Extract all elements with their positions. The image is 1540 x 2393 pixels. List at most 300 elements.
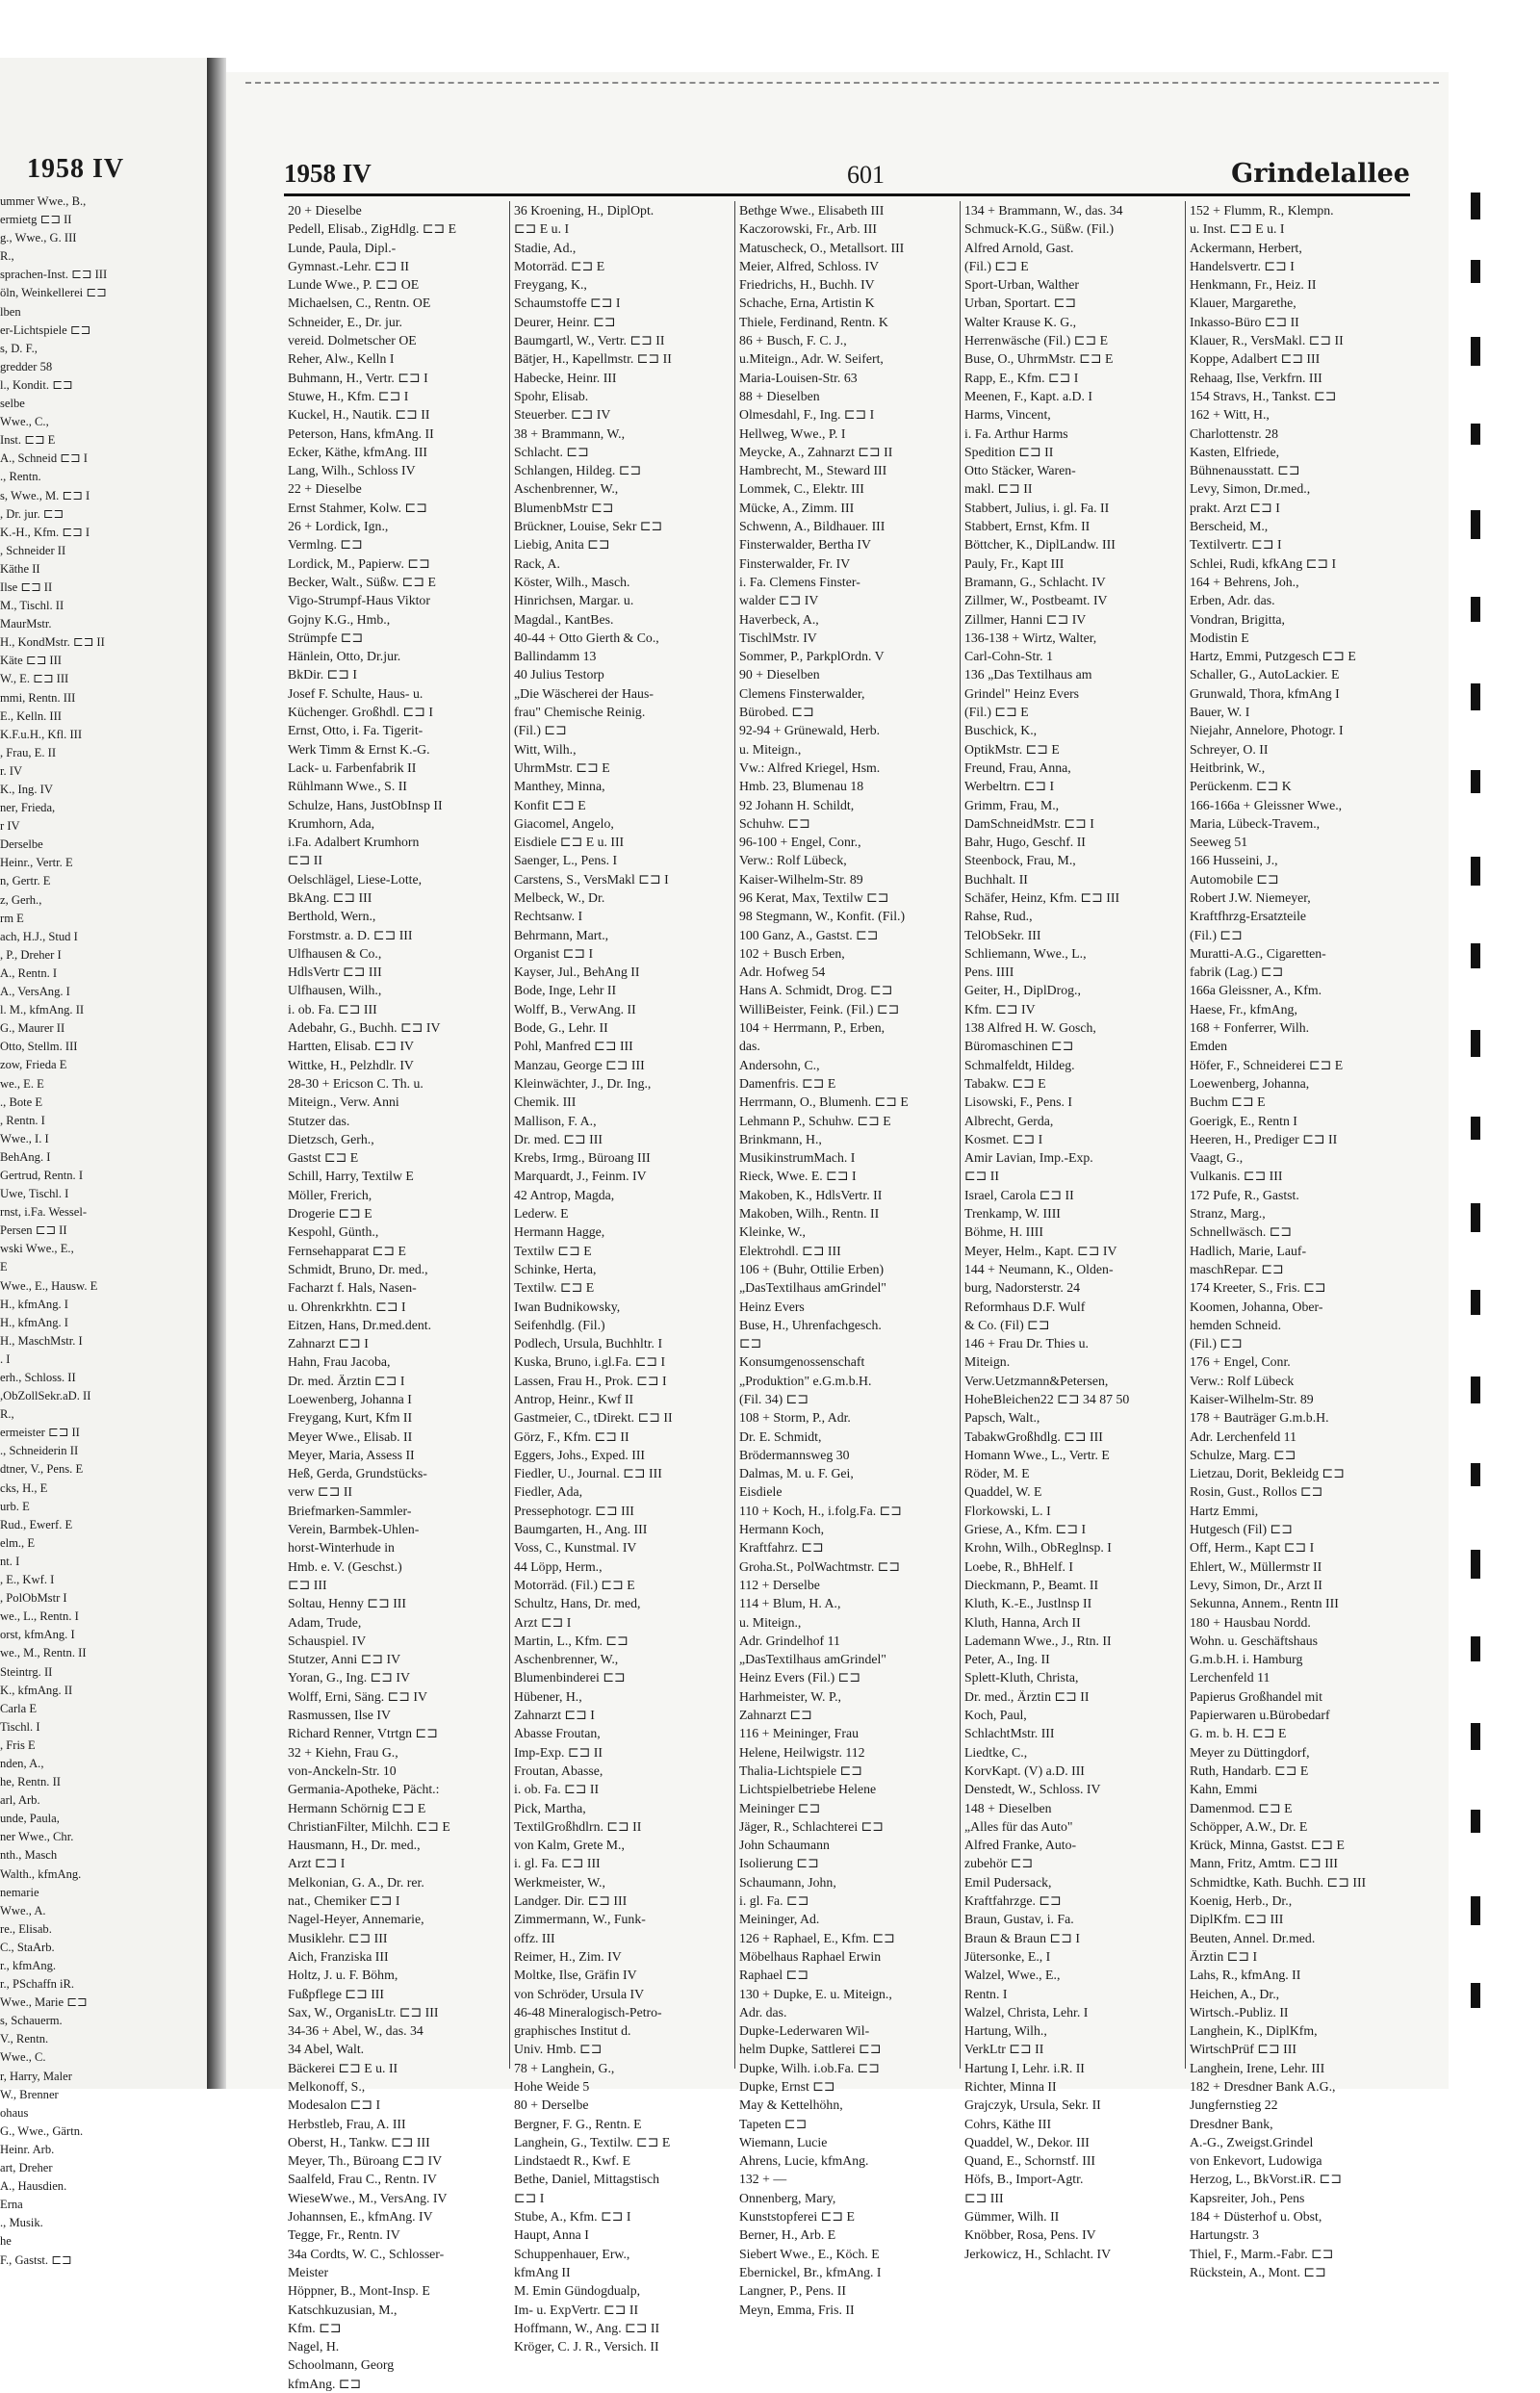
previous-page-entry: ., Rentn. — [0, 470, 41, 484]
directory-entry: fabrik (Lag.) ⊏⊐ — [1190, 965, 1284, 980]
directory-entry: Melkonian, G. A., Dr. rer. — [288, 1874, 424, 1890]
directory-entry: Aschenbrenner, W., — [514, 481, 619, 497]
directory-entry: Kuckel, H., Nautik. ⊏⊐ II — [288, 407, 430, 423]
directory-entry: Sekunna, Annem., Rentn III — [1190, 1596, 1339, 1611]
directory-entry: 40 Julius Testorp — [514, 667, 604, 682]
directory-entry: Beuten, Annel. Dr.med. — [1190, 1930, 1316, 1945]
directory-entry: Buse, H., Uhrenfachgesch. — [739, 1317, 882, 1332]
directory-entry: Fernsehapparat ⊏⊐ E — [288, 1243, 406, 1258]
directory-entry: Ehlert, W., Müllermstr II — [1190, 1558, 1322, 1574]
directory-entry: Grunwald, Thora, kfmAng I — [1190, 685, 1340, 701]
directory-entry: Ruth, Handarb. ⊏⊐ E — [1190, 1763, 1309, 1778]
directory-entry: Buchm ⊏⊐ E — [1190, 1094, 1266, 1110]
directory-entry: Grajczyk, Ursula, Sekr. II — [964, 2097, 1101, 2113]
directory-entry: Eisdiele ⊏⊐ E u. III — [514, 835, 625, 850]
directory-entry: Papsch, Walt., — [964, 1410, 1040, 1426]
directory-entry: Schlei, Rudi, kfkAng ⊏⊐ I — [1190, 555, 1337, 571]
previous-page-entry: , Dr. jur. ⊏⊐ — [0, 506, 64, 521]
previous-page-entry: ., Bote E — [0, 1094, 43, 1109]
directory-entry: Loebe, R., BhHelf. I — [964, 1558, 1074, 1574]
directory-entry: Brückner, Louise, Sekr ⊏⊐ — [514, 519, 663, 534]
directory-entry: Holtz, J. u. F. Böhm, — [288, 1968, 398, 1983]
directory-entry: Hartung, Wilh., — [964, 2023, 1047, 2039]
previous-page-entry: E — [0, 1260, 8, 1274]
directory-entry: Loewenberg, Johanna I — [288, 1392, 412, 1406]
directory-entry: Kaiser-Wilhelm-Str. 89 — [1190, 1392, 1314, 1406]
directory-entry: Lassen, Frau H., Prok. ⊏⊐ I — [514, 1373, 667, 1388]
previous-page-entry: erh., Schloss. II — [0, 1371, 76, 1384]
directory-entry: Wohn. u. Geschäftshaus — [1190, 1633, 1318, 1648]
binding-mark — [1471, 1896, 1480, 1925]
directory-entry: 162 + Witt, H., — [1190, 407, 1270, 423]
directory-entry: Onnenberg, Mary, — [739, 2190, 836, 2205]
directory-entry: Pens. IIII — [964, 965, 1014, 980]
previous-page-entry: nt. I — [0, 1554, 20, 1568]
directory-entry: Henkmann, Fr., Heiz. II — [1190, 277, 1317, 293]
directory-entry: Meister — [288, 2264, 329, 2279]
directory-entry: 166 Husseini, J., — [1190, 853, 1278, 868]
binding-mark — [1471, 943, 1480, 968]
directory-entry: Höppner, B., Mont-Insp. E — [288, 2283, 430, 2299]
directory-entry: (Fil.) ⊏⊐ — [514, 723, 567, 738]
directory-entry: Langner, P., Pens. II — [739, 2283, 846, 2299]
directory-entry: Kespohl, Günth., — [288, 1224, 379, 1240]
directory-entry: Perückenm. ⊏⊐ K — [1190, 779, 1292, 794]
previous-page-entry: Wwe., C. — [0, 2050, 46, 2065]
directory-entry: Harms, Vincent, — [964, 407, 1051, 423]
directory-entry: DiplKfm. ⊏⊐ III — [1190, 1912, 1284, 1927]
previous-page-entry: ummer Wwe., B., — [0, 194, 87, 208]
directory-entry: SchlachtMstr. III — [964, 1726, 1055, 1741]
directory-entry: Lisowski, F., Pens. I — [964, 1094, 1072, 1110]
directory-entry: Kaiser-Wilhelm-Str. 89 — [739, 871, 863, 887]
directory-entry: HdlsVertr ⊏⊐ III — [288, 965, 382, 980]
directory-entry: Nagel-Heyer, Annemarie, — [288, 1912, 424, 1927]
directory-entry: „DasTextilhaus amGrindel" — [739, 1280, 886, 1296]
directory-entry: Heß, Gerda, Grundstücks- — [288, 1466, 427, 1481]
directory-entry: Bauer, W. I — [1190, 705, 1250, 720]
previous-page-entry: r, Harry, Maler — [0, 2069, 72, 2083]
previous-page-entry: Heinr., Vertr. E — [0, 856, 73, 870]
directory-entry: Jütersonke, E., I — [964, 1948, 1051, 1964]
directory-entry: Schauspiel. IV — [288, 1633, 367, 1648]
binding-mark — [1471, 597, 1480, 622]
previous-page-entry: Tischl. I — [0, 1719, 40, 1734]
directory-entry: Adr. Hofweg 54 — [739, 965, 826, 980]
directory-entry: Stutzer das. — [288, 1113, 350, 1128]
directory-entry: Trenkamp, W. IIII — [964, 1206, 1061, 1222]
directory-entry: Organist ⊏⊐ I — [514, 945, 594, 961]
directory-entry: (Fil.) ⊏⊐ E — [964, 258, 1029, 273]
directory-entry: Baumgartl, W., Vertr. ⊏⊐ II — [514, 333, 665, 348]
directory-entry: graphisches Institut d. — [514, 2023, 631, 2039]
directory-entry: 138 Alfred H. W. Gosch, — [964, 1020, 1096, 1036]
directory-entry: Bode, G., Lehr. II — [514, 1020, 608, 1036]
previous-page-entry: s, D. F., — [0, 341, 38, 355]
directory-entry: Rahse, Rud., — [964, 909, 1033, 924]
directory-entry: Herrenwäsche (Fil.) ⊏⊐ E — [964, 333, 1109, 348]
previous-page-entry: K.F.u.H., Kfl. III — [0, 727, 83, 741]
directory-entry: Makoben, Wilh., Rentn. II — [739, 1206, 880, 1222]
directory-entry: 20 + Dieselbe — [288, 203, 362, 218]
directory-entry: Johannsen, E., kfmAng. IV — [288, 2209, 433, 2225]
directory-entry: Rapp, E., Kfm. ⊏⊐ I — [964, 370, 1079, 385]
directory-entry: Becker, Walt., Süßw. ⊏⊐ E — [288, 574, 436, 589]
directory-entry: Michaelsen, C., Rentn. OE — [288, 296, 431, 311]
directory-entry: 34 Abel, Walt. — [288, 2042, 365, 2057]
directory-entry: 98 Stegmann, W., Konfit. (Fil.) — [739, 909, 906, 924]
binding-mark — [1471, 260, 1480, 283]
directory-entry: Spohr, Elisab. — [514, 388, 589, 403]
previous-page-entry: , E., Kwf. I — [0, 1573, 55, 1587]
directory-entry: 136 „Das Textilhaus am — [964, 667, 1092, 682]
previous-page-entry: arl, Arb. — [0, 1793, 40, 1808]
directory-entry: Lichtspielbetriebe Helene — [739, 1782, 877, 1797]
directory-entry: Amir Lavian, Imp.-Exp. — [964, 1150, 1093, 1166]
directory-entry: Rückstein, A., Mont. ⊏⊐ — [1190, 2264, 1326, 2279]
directory-entry: Motorräd. ⊏⊐ E — [514, 258, 605, 273]
directory-entry: Reimer, H., Zim. IV — [514, 1948, 622, 1964]
directory-entry: Bätjer, H., Kapellmstr. ⊏⊐ II — [514, 351, 672, 367]
previous-page-entry: gredder 58 — [0, 359, 53, 373]
directory-entry: A.-G., Zweigst.Grindel — [1190, 2134, 1314, 2149]
directory-entry: Froutan, Abasse, — [514, 1763, 603, 1778]
previous-page-entry: Steintrg. II — [0, 1664, 53, 1679]
directory-entry: Stabbert, Ernst, Kfm. II — [964, 519, 1091, 534]
directory-entry: Bahr, Hugo, Geschf. II — [964, 835, 1086, 850]
directory-entry: 78 + Langhein, G., — [514, 2060, 615, 2075]
previous-page-entry: re., Elisab. — [0, 1921, 52, 1936]
directory-entry: Rehaag, Ilse, Verkfrn. III — [1190, 370, 1322, 385]
directory-entry: Landger. Dir. ⊏⊐ III — [514, 1893, 628, 1909]
directory-entry: Vigo-Strumpf-Haus Viktor — [288, 593, 430, 608]
directory-entry: 136-138 + Wirtz, Walter, — [964, 630, 1097, 645]
directory-entry: Damenfris. ⊏⊐ E — [739, 1075, 836, 1091]
directory-entry: 104 + Herrmann, P., Erben, — [739, 1020, 886, 1036]
directory-entry: Büromaschinen ⊏⊐ — [964, 1039, 1074, 1054]
directory-entry: Schultz, Hans, Dr. med, — [514, 1596, 641, 1611]
directory-entry: Mücke, A., Zimm. III — [739, 500, 855, 515]
directory-entry: Melbeck, W., Dr. — [514, 889, 605, 905]
previous-page-entry: Käte ⊏⊐ III — [0, 654, 62, 668]
directory-entry: helm Dupke, Sattlerei ⊏⊐ — [739, 2042, 882, 2057]
directory-entry: Hartungstr. 3 — [1190, 2227, 1260, 2243]
directory-entry: Ärztin ⊏⊐ I — [1190, 1948, 1258, 1964]
directory-entry: 116 + Meininger, Frau — [739, 1726, 859, 1741]
directory-entry: HoheBleichen22 ⊏⊐ 34 87 50 — [964, 1392, 1130, 1406]
directory-entry: Musiklehr. ⊏⊐ III — [288, 1930, 388, 1945]
directory-entry: Hartten, Elisab. ⊏⊐ IV — [288, 1039, 415, 1054]
directory-entry: Berthold, Wern., — [288, 909, 376, 924]
directory-entry: Verw.: Rolf Lübeck — [1190, 1373, 1295, 1388]
directory-entry: 38 + Brammann, W., — [514, 425, 626, 441]
directory-entry: Kraftfhrzg-Ersatzteile — [1190, 909, 1307, 924]
directory-entry: Hans A. Schmidt, Drog. ⊏⊐ — [739, 983, 893, 998]
directory-entry: 114 + Blum, H. A., — [739, 1596, 841, 1611]
directory-entry: Liebig, Anita ⊏⊐ — [514, 537, 610, 553]
directory-entry: nat., Chemiker ⊏⊐ I — [288, 1893, 400, 1909]
directory-entry: Pressephotogr. ⊏⊐ III — [514, 1503, 634, 1518]
directory-entry: Langhein, K., DiplKfm, — [1190, 2023, 1318, 2039]
directory-entry: Herbstleb, Frau, A. III — [288, 2116, 406, 2131]
directory-entry: 34a Cordts, W. C., Schlosser- — [288, 2246, 445, 2261]
directory-entry: 176 + Engel, Conr. — [1190, 1354, 1291, 1370]
directory-entry: Kraftfahrzge. ⊏⊐ — [964, 1893, 1062, 1909]
previous-page-entry: Persen ⊏⊐ II — [0, 1223, 67, 1238]
directory-entry: Richard Renner, Vtrtgn ⊏⊐ — [288, 1726, 438, 1741]
directory-entry: BkDir. ⊏⊐ I — [288, 667, 358, 682]
directory-entry: Krumhorn, Ada, — [288, 815, 375, 831]
previous-page-header: 1958 IV — [27, 154, 125, 184]
directory-entry: Freygang, K., — [514, 277, 587, 293]
directory-entry: Stube, A., Kfm. ⊏⊐ I — [514, 2209, 631, 2225]
directory-entry: Richter, Minna II — [964, 2078, 1057, 2094]
previous-page-entry: rnst, i.Fa. Wessel- — [0, 1205, 88, 1220]
binding-mark — [1471, 857, 1480, 886]
directory-entry: Schaller, G., AutoLackier. E — [1190, 667, 1340, 682]
previous-page-entry: ., Schneiderin II — [0, 1444, 79, 1458]
directory-entry: Dr. med., Ärztin ⊏⊐ II — [964, 1688, 1090, 1704]
directory-entry: Ulfhausen, Wilh., — [288, 983, 382, 998]
directory-entry: Mallison, F. A., — [514, 1113, 597, 1128]
directory-entry: ⊏⊐ II — [288, 853, 322, 868]
directory-entry: BlumenbMstr ⊏⊐ — [514, 500, 614, 515]
directory-entry: Zahnarzt ⊏⊐ I — [514, 1708, 595, 1723]
previous-page-entry: ermeister ⊏⊐ II — [0, 1426, 80, 1440]
directory-entry: ⊏⊐ I — [514, 2190, 545, 2205]
previous-page-entry: z, Gerh., — [0, 892, 42, 907]
directory-entry: Brödermannsweg 30 — [739, 1447, 850, 1462]
directory-entry: Hohe Weide 5 — [514, 2078, 590, 2094]
directory-entry: 166-166a + Gleissner Wwe., — [1190, 797, 1343, 812]
previous-page-entry: H., kfmAng. I — [0, 1297, 69, 1311]
directory-entry: Konfit ⊏⊐ E — [514, 797, 586, 812]
directory-entry: Kahn, Emmi — [1190, 1782, 1258, 1797]
previous-page-entry: , P., Dreher I — [0, 947, 62, 962]
directory-entry: Verw.: Rolf Lübeck, — [739, 853, 847, 868]
directory-entry: Schinke, Herta, — [514, 1261, 597, 1276]
previous-page-entry: art, Dreher — [0, 2161, 53, 2175]
directory-entry: Berscheid, M., — [1190, 519, 1269, 534]
directory-entry: (Fil.) ⊏⊐ — [1190, 927, 1243, 942]
previous-page-entry: ach, H.J., Stud I — [0, 929, 78, 943]
directory-entry: Soltau, Henny ⊏⊐ III — [288, 1596, 406, 1611]
directory-entry: Hartz, Emmi, Putzgesch ⊏⊐ E — [1190, 649, 1356, 664]
directory-entry: Koomen, Johanna, Ober- — [1190, 1299, 1323, 1314]
directory-entry: Zahnarzt ⊏⊐ — [739, 1708, 812, 1723]
directory-entry: Quaddel, W., Dekor. III — [964, 2134, 1090, 2149]
directory-entry: Olmesdahl, F., Ing. ⊏⊐ I — [739, 407, 875, 423]
directory-entry: WirtschPrüf ⊏⊐ III — [1190, 2042, 1296, 2057]
directory-entry: Schöpper, A.W., Dr. E — [1190, 1818, 1308, 1834]
directory-entry: Kraftfahrz. ⊏⊐ — [739, 1540, 824, 1556]
directory-entry: Pauly, Fr., Kapt III — [964, 555, 1065, 571]
directory-entry: Meyer zu Düttingdorf, — [1190, 1744, 1310, 1760]
directory-entry: WieseWwe., M., VersAng. IV — [288, 2190, 448, 2205]
directory-entry: Steuerber. ⊏⊐ IV — [514, 407, 611, 423]
directory-entry: 34-36 + Abel, W., das. 34 — [288, 2023, 424, 2039]
binding-mark — [1471, 1117, 1480, 1140]
previous-page-entry: ner Wwe., Chr. — [0, 1830, 74, 1844]
directory-entry: 102 + Busch Erben, — [739, 945, 845, 961]
previous-page-entry: A., VersAng. I — [0, 985, 70, 999]
directory-entry: Splett-Kluth, Christa, — [964, 1670, 1079, 1685]
directory-entry: ⊏⊐ E u. I — [514, 221, 570, 237]
directory-entry: Schaumstoffe ⊏⊐ I — [514, 296, 621, 311]
directory-entry: 46-48 Mineralogisch-Petro- — [514, 2004, 662, 2020]
directory-entry: 80 + Derselbe — [514, 2097, 589, 2113]
directory-page — [226, 72, 1449, 2391]
directory-entry: Yoran, G., Ing. ⊏⊐ IV — [288, 1670, 410, 1685]
directory-entry: TextilGroßhdlrn. ⊏⊐ II — [514, 1818, 642, 1834]
directory-entry: Papierus Großhandel mit — [1190, 1688, 1322, 1704]
directory-entry: Zimmermann, W., Funk- — [514, 1912, 646, 1927]
directory-entry: Rosin, Gust., Rollos ⊏⊐ — [1190, 1484, 1323, 1500]
directory-entry: offz. III — [514, 1930, 555, 1945]
previous-page-entry: öln, Weinkellerei ⊏⊐ — [0, 286, 107, 300]
directory-entry: ⊏⊐ — [739, 1336, 762, 1351]
previous-page-entry: G., Wwe., Gärtn. — [0, 2123, 84, 2138]
previous-page-entry: R., — [0, 249, 14, 264]
directory-entry: Rechtsanw. I — [514, 909, 583, 924]
directory-entry: vereid. Dolmetscher OE — [288, 333, 417, 348]
directory-entry: Walter Krause K. G., — [964, 314, 1077, 329]
directory-entry: Inkasso-Büro ⊏⊐ II — [1190, 314, 1299, 329]
directory-entry: Heeren, H., Prediger ⊏⊐ II — [1190, 1131, 1338, 1146]
directory-entry: 166a Gleissner, A., Kfm. — [1190, 983, 1322, 998]
directory-entry: Schuhw. ⊏⊐ — [739, 815, 810, 831]
directory-entry: 44 Löpp, Herm., — [514, 1558, 603, 1574]
directory-entry: Buse, O., UhrmMstr. ⊏⊐ E — [964, 351, 1114, 367]
directory-entry: Elektrohdl. ⊏⊐ III — [739, 1243, 841, 1258]
directory-entry: Werkmeister, W., — [514, 1874, 605, 1890]
directory-entry: Griese, A., Kfm. ⊏⊐ I — [964, 1522, 1087, 1537]
directory-entry: Meycke, A., Zahnarzt ⊏⊐ II — [739, 444, 893, 459]
directory-entry: Hadlich, Marie, Lauf- — [1190, 1243, 1307, 1258]
column-3 — [734, 201, 960, 2317]
directory-entry: Ebernickel, Br., kfmAng. I — [739, 2264, 882, 2279]
directory-entry: Herzog, L., BkVorst.iR. ⊏⊐ — [1190, 2172, 1342, 2187]
directory-entry: Lommek, C., Elektr. III — [739, 481, 864, 497]
directory-entry: Manthey, Minna, — [514, 779, 605, 794]
previous-page-entry: , Frau, E. II — [0, 745, 57, 759]
directory-entry: Habecke, Heinr. III — [514, 370, 617, 385]
directory-entry: Fußpflege ⊏⊐ III — [288, 1986, 384, 2001]
directory-entry: Dr. med. ⊏⊐ III — [514, 1131, 603, 1146]
previous-page-entry: A., Rentn. I — [0, 965, 58, 980]
directory-entry: Saenger, L., Pens. I — [514, 853, 618, 868]
directory-entry: Braun, Gustav, i. Fa. — [964, 1912, 1074, 1927]
previous-page-entry: F., Gastst. ⊏⊐ — [0, 2252, 72, 2267]
previous-page-entry: urb. E — [0, 1499, 30, 1513]
directory-entry: kfmAng. ⊏⊐ — [288, 2376, 362, 2391]
directory-entry: 32 + Kiehn, Frau G., — [288, 1744, 398, 1760]
previous-page-entry: he, Rentn. II — [0, 1775, 61, 1789]
previous-page-entry: BehAng. I — [0, 1149, 51, 1164]
directory-entry: May & Kettelhöhn, — [739, 2097, 843, 2113]
directory-entry: Schmalfeldt, Hildeg. — [964, 1057, 1075, 1072]
directory-entry: von Schröder, Ursula IV — [514, 1986, 645, 2001]
directory-entry: Chemik. III — [514, 1094, 577, 1110]
directory-entry: Meininger, Ad. — [739, 1912, 820, 1927]
directory-entry: Iwan Budnikowsky, — [514, 1299, 621, 1314]
directory-entry: Schnellwäsch. ⊏⊐ — [1190, 1224, 1293, 1240]
previous-page-entry: A., Schneid ⊏⊐ I — [0, 451, 88, 466]
directory-entry: Bergner, F. G., Rentn. E — [514, 2116, 642, 2131]
directory-entry: 184 + Düsterhof u. Obst, — [1190, 2209, 1322, 2225]
directory-entry: John Schaumann — [739, 1838, 830, 1853]
directory-entry: burg, Nadorsterstr. 24 — [964, 1280, 1081, 1296]
directory-entry: Thalia-Lichtspiele ⊏⊐ — [739, 1763, 862, 1778]
directory-entry: Hoffmann, W., Ang. ⊏⊐ II — [514, 2320, 660, 2335]
directory-entry: Levy, Simon, Dr., Arzt II — [1190, 1577, 1322, 1592]
directory-entry: Wiemann, Lucie — [739, 2134, 828, 2149]
previous-page-entry: Wwe., C., — [0, 415, 49, 429]
previous-page-entry: zow, Frieda E — [0, 1058, 67, 1072]
directory-entry: Loewenberg, Johanna, — [1190, 1075, 1310, 1091]
directory-entry: Röder, M. E — [964, 1466, 1030, 1481]
directory-entry: Friedrichs, H., Buchh. IV — [739, 277, 875, 293]
previous-page-entry: ermietg ⊏⊐ II — [0, 213, 72, 227]
directory-entry: walder ⊏⊐ IV — [739, 593, 819, 608]
binding-mark — [1471, 337, 1480, 366]
directory-entry: Pick, Martha, — [514, 1800, 586, 1815]
previous-page-entry: , Fris E — [0, 1737, 36, 1752]
previous-page-entry: we., E. E — [0, 1076, 44, 1091]
directory-entry: Hermann Koch, — [739, 1522, 825, 1537]
top-rule — [245, 82, 1439, 84]
directory-entry: 112 + Derselbe — [739, 1577, 820, 1592]
directory-entry: Wolff, B., VerwAng. II — [514, 1001, 636, 1016]
directory-entry: Adebahr, G., Buchh. ⊏⊐ IV — [288, 1020, 441, 1036]
directory-entry: Schache, Erna, Artistin K — [739, 296, 875, 311]
directory-entry: Bramann, G., Schlacht. IV — [964, 574, 1106, 589]
previous-page-entry: ohaus — [0, 2105, 29, 2120]
binding-mark — [1471, 1290, 1480, 1315]
directory-entry: Alfred Arnold, Gast. — [964, 240, 1074, 255]
directory-entry: Dr. med. Ärztin ⊏⊐ I — [288, 1373, 405, 1388]
directory-entry: Kluth, K.-E., Justlnsp II — [964, 1596, 1092, 1611]
binding-marks — [1463, 193, 1492, 2070]
directory-entry: Thiele, Ferdinand, Rentn. K — [739, 314, 888, 329]
directory-entry: Siebert Wwe., E., Köch. E — [739, 2246, 880, 2261]
directory-entry: prakt. Arzt ⊏⊐ I — [1190, 500, 1280, 515]
directory-entry: Hermann Schörnig ⊏⊐ E — [288, 1800, 426, 1815]
directory-entry: Vulkanis. ⊏⊐ III — [1190, 1169, 1283, 1184]
previous-page-entry: nden, A., — [0, 1756, 44, 1770]
directory-entry: „DasTextilhaus amGrindel" — [739, 1652, 886, 1667]
directory-entry: Hartz Emmi, — [1190, 1503, 1259, 1518]
directory-entry: Witt, Wilh., — [514, 741, 577, 757]
directory-entry: 154 Stravs, H., Tankst. ⊏⊐ — [1190, 388, 1337, 403]
directory-entry: makl. ⊏⊐ II — [964, 481, 1033, 497]
directory-entry: i. Fa. Clemens Finster- — [739, 574, 860, 589]
directory-entry: Adam, Trude, — [288, 1614, 362, 1630]
directory-entry: Freund, Frau, Anna, — [964, 759, 1071, 775]
directory-entry: ChristianFilter, Milchh. ⊏⊐ E — [288, 1818, 450, 1834]
directory-entry: Pedell, Elisab., ZigHdlg. ⊏⊐ E — [288, 221, 457, 237]
column-5 — [1185, 201, 1410, 2279]
directory-entry: Modistin E — [1190, 630, 1249, 645]
directory-entry: Rühlmann Wwe., S. II — [288, 779, 407, 794]
directory-entry: Koenig, Herb., Dr., — [1190, 1893, 1293, 1909]
directory-entry: Krohn, Wilh., ObReglnsp. I — [964, 1540, 1112, 1556]
previous-page-entry: s, Schauerm. — [0, 2014, 63, 2028]
directory-entry: 152 + Flumm, R., Klempn. — [1190, 203, 1334, 218]
previous-page-entry: W., Brenner — [0, 2087, 59, 2101]
directory-entry: Hahn, Frau Jacoba, — [288, 1354, 391, 1370]
directory-entry: Florkowski, L. I — [964, 1503, 1051, 1518]
